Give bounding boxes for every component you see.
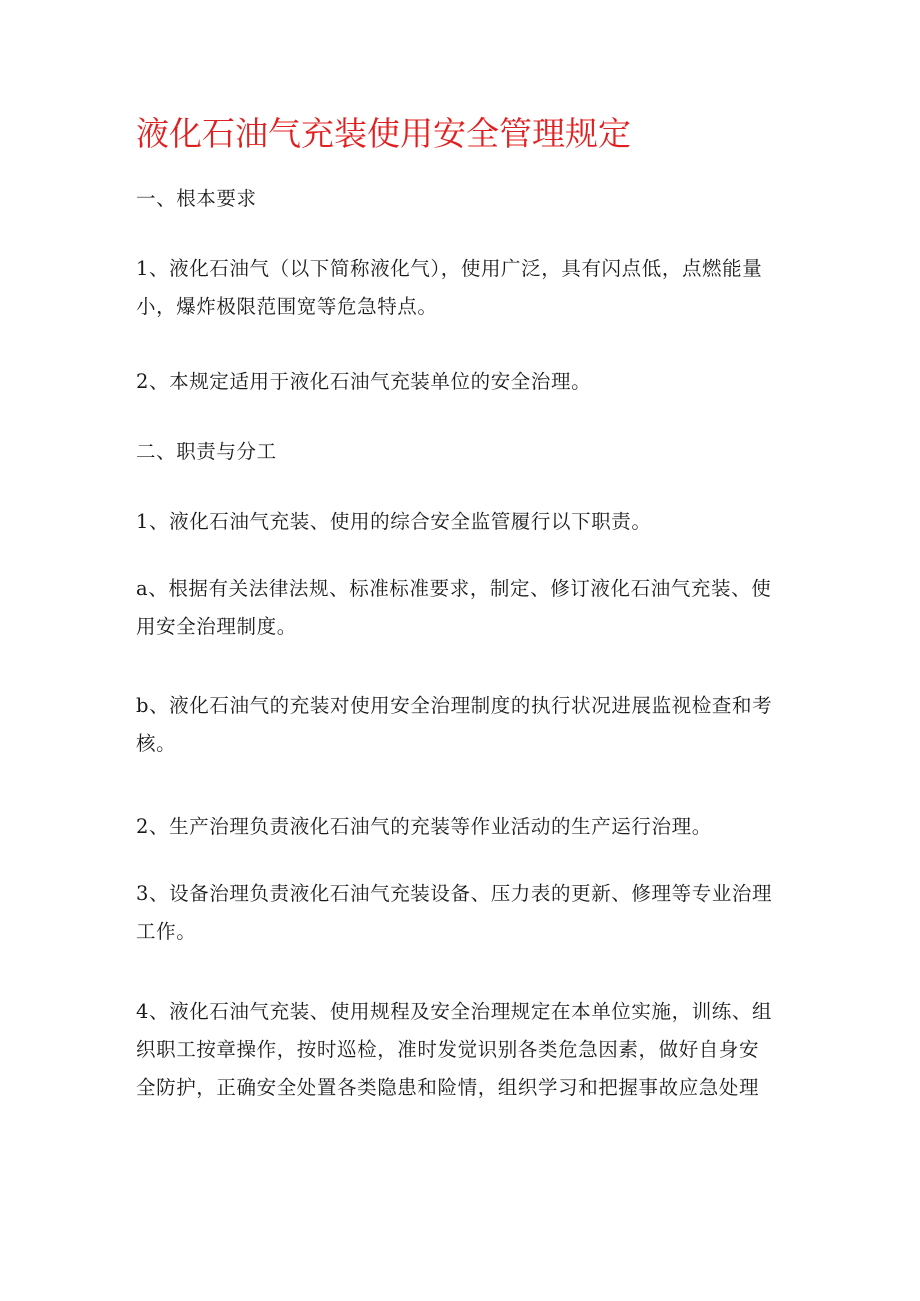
paragraph-line: 织职工按章操作，按时巡检，准时发觉识别各类危急因素，做好自身安 xyxy=(136,1038,760,1061)
paragraph-line: 核。 xyxy=(136,732,177,755)
paragraph-1-1 xyxy=(136,250,776,326)
paragraph-line: 一、根本要求 xyxy=(136,187,257,210)
paragraph-2-3 xyxy=(136,875,776,951)
paragraph-line: a、根据有关法律法规、标准标准要求，制定、修订液化石油气充装、使 xyxy=(136,577,772,600)
paragraph-line: 用安全治理制度。 xyxy=(136,615,297,638)
paragraph-2-4 xyxy=(136,993,776,1107)
paragraph-line: 全防护，正确安全处置各类隐患和险情，组织学习和把握事故应急处理 xyxy=(136,1076,760,1099)
paragraph-2-1-b xyxy=(136,687,776,763)
paragraph-2-1-a xyxy=(136,570,776,646)
paragraph-line: 3、设备治理负责液化石油气充装设备、压力表的更新、修理等专业治理 xyxy=(136,882,773,905)
document-title: 液化石油气充装使用安全管理规定 xyxy=(136,114,631,153)
section-heading-basic-requirements xyxy=(136,180,776,218)
paragraph-line: 二、职责与分工 xyxy=(136,440,277,463)
paragraph-2-2 xyxy=(136,808,776,846)
section-heading-duties xyxy=(136,433,776,471)
paragraph-line: 4、液化石油气充装、使用规程及安全治理规定在本单位实施，训练、组 xyxy=(136,1000,773,1023)
paragraph-line: 工作。 xyxy=(136,920,197,943)
paragraph-line: 1、液化石油气（以下简称液化气），使用广泛，具有闪点低，点燃能量 xyxy=(136,257,763,280)
paragraph-2-1 xyxy=(136,503,776,541)
paragraph-line: 2、本规定适用于液化石油气充装单位的安全治理。 xyxy=(136,370,592,393)
paragraph-line: 1、液化石油气充装、使用的综合安全监管履行以下职责。 xyxy=(136,510,652,533)
paragraph-line: b、液化石油气的充装对使用安全治理制度的执行状况进展监视检查和考 xyxy=(136,694,773,717)
paragraph-line: 小，爆炸极限范围宽等危急特点。 xyxy=(136,295,438,318)
paragraph-line: 2、生产治理负责液化石油气的充装等作业活动的生产运行治理。 xyxy=(136,815,712,838)
paragraph-1-2 xyxy=(136,363,776,401)
